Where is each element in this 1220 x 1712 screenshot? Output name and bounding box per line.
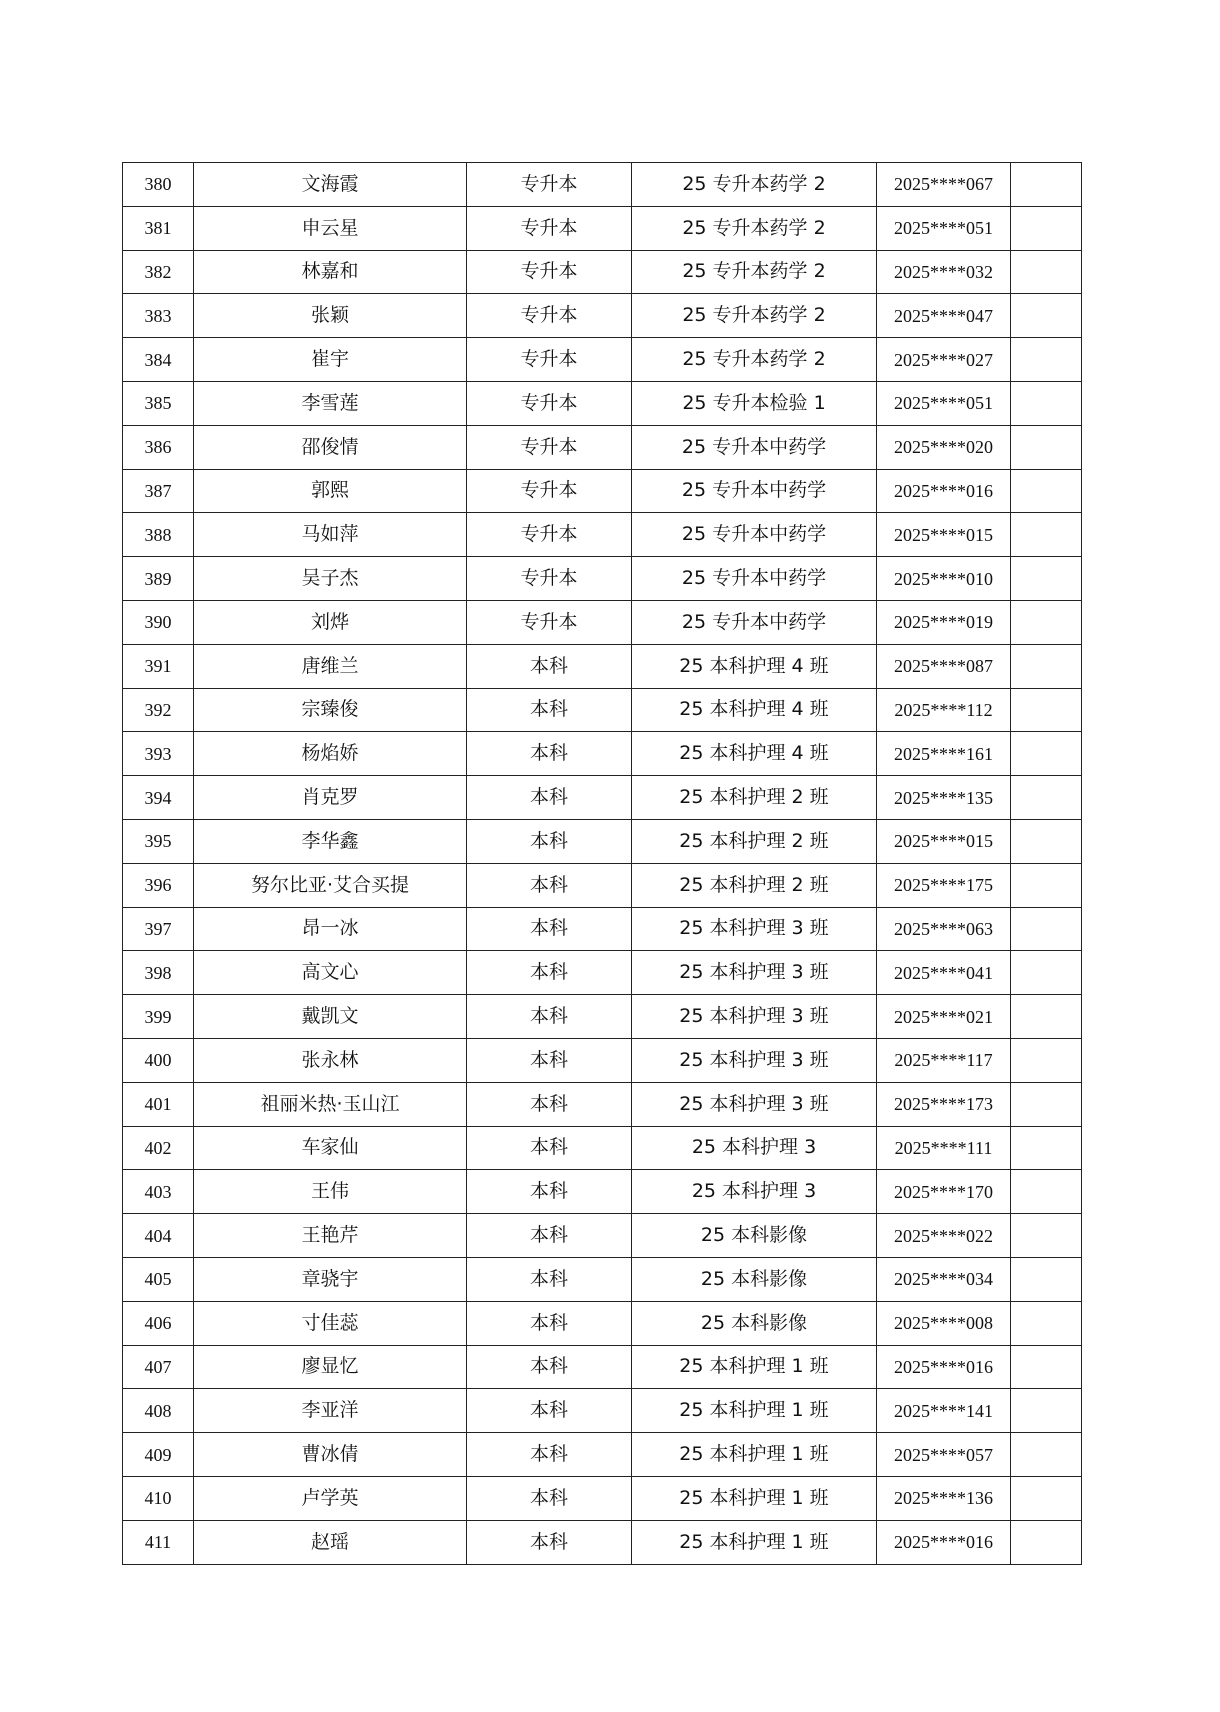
education-level-cell: 本科: [467, 1257, 632, 1301]
class-name-cell: 25 专升本检验 1: [632, 381, 877, 425]
class-name-cell: 25 专升本中药学: [632, 469, 877, 513]
class-name-cell: 25 本科护理 1 班: [632, 1389, 877, 1433]
education-level-cell: 本科: [467, 1038, 632, 1082]
table-row: [123, 338, 1082, 382]
student-name-cell: 王伟: [194, 1170, 467, 1214]
education-level-cell: 专升本: [467, 381, 632, 425]
education-level-cell: 专升本: [467, 206, 632, 250]
student-name-cell: 李雪莲: [194, 381, 467, 425]
student-name-cell: 邵俊情: [194, 425, 467, 469]
table-row: [123, 513, 1082, 557]
class-name-cell: 25 本科护理 1 班: [632, 1476, 877, 1520]
row-number-cell: 380: [123, 163, 194, 207]
remark-cell: [1011, 425, 1082, 469]
class-name-cell: 25 本科护理 3: [632, 1170, 877, 1214]
class-name-cell: 25 本科护理 4 班: [632, 688, 877, 732]
table-row: [123, 1038, 1082, 1082]
education-level-cell: 专升本: [467, 338, 632, 382]
remark-cell: [1011, 951, 1082, 995]
table-row: [123, 644, 1082, 688]
student-id-cell: 2025****016: [877, 1520, 1011, 1564]
class-name-cell: 25 专升本药学 2: [632, 163, 877, 207]
student-id-cell: 2025****027: [877, 338, 1011, 382]
education-level-cell: 本科: [467, 951, 632, 995]
class-name-cell: 25 本科护理 3: [632, 1126, 877, 1170]
student-name-cell: 肖克罗: [194, 776, 467, 820]
class-name-cell: 25 本科护理 3 班: [632, 1082, 877, 1126]
class-name-cell: 25 专升本中药学: [632, 600, 877, 644]
row-number-cell: 396: [123, 863, 194, 907]
student-id-cell: 2025****161: [877, 732, 1011, 776]
student-name-cell: 文海霞: [194, 163, 467, 207]
student-id-cell: 2025****111: [877, 1126, 1011, 1170]
student-name-cell: 郭熙: [194, 469, 467, 513]
class-name-cell: 25 本科护理 3 班: [632, 907, 877, 951]
remark-cell: [1011, 1389, 1082, 1433]
student-id-cell: 2025****051: [877, 206, 1011, 250]
remark-cell: [1011, 338, 1082, 382]
row-number-cell: 395: [123, 819, 194, 863]
row-number-cell: 385: [123, 381, 194, 425]
student-name-cell: 崔宇: [194, 338, 467, 382]
row-number-cell: 394: [123, 776, 194, 820]
student-id-cell: 2025****141: [877, 1389, 1011, 1433]
table-row: [123, 1433, 1082, 1477]
student-name-cell: 曹冰倩: [194, 1433, 467, 1477]
education-level-cell: 专升本: [467, 469, 632, 513]
class-name-cell: 25 本科护理 2 班: [632, 776, 877, 820]
student-name-cell: 宗臻俊: [194, 688, 467, 732]
row-number-cell: 390: [123, 600, 194, 644]
class-name-cell: 25 本科影像: [632, 1257, 877, 1301]
remark-cell: [1011, 294, 1082, 338]
class-name-cell: 25 本科护理 1 班: [632, 1520, 877, 1564]
education-level-cell: 本科: [467, 863, 632, 907]
student-id-cell: 2025****008: [877, 1301, 1011, 1345]
class-name-cell: 25 本科护理 4 班: [632, 732, 877, 776]
remark-cell: [1011, 1126, 1082, 1170]
student-name-cell: 昂一冰: [194, 907, 467, 951]
table-row: [123, 995, 1082, 1039]
row-number-cell: 388: [123, 513, 194, 557]
table-row: [123, 951, 1082, 995]
table-row: [123, 163, 1082, 207]
student-name-cell: 车家仙: [194, 1126, 467, 1170]
table-row: [123, 688, 1082, 732]
remark-cell: [1011, 732, 1082, 776]
row-number-cell: 393: [123, 732, 194, 776]
remark-cell: [1011, 688, 1082, 732]
education-level-cell: 本科: [467, 732, 632, 776]
student-name-cell: 刘烨: [194, 600, 467, 644]
student-name-cell: 王艳芹: [194, 1214, 467, 1258]
student-id-cell: 2025****016: [877, 469, 1011, 513]
row-number-cell: 400: [123, 1038, 194, 1082]
remark-cell: [1011, 163, 1082, 207]
education-level-cell: 专升本: [467, 250, 632, 294]
row-number-cell: 386: [123, 425, 194, 469]
education-level-cell: 本科: [467, 1520, 632, 1564]
remark-cell: [1011, 819, 1082, 863]
remark-cell: [1011, 469, 1082, 513]
roster-body: [123, 163, 1082, 1565]
remark-cell: [1011, 1301, 1082, 1345]
student-id-cell: 2025****112: [877, 688, 1011, 732]
row-number-cell: 397: [123, 907, 194, 951]
student-name-cell: 张颖: [194, 294, 467, 338]
education-level-cell: 本科: [467, 688, 632, 732]
student-id-cell: 2025****063: [877, 907, 1011, 951]
education-level-cell: 专升本: [467, 425, 632, 469]
class-name-cell: 25 本科护理 3 班: [632, 1038, 877, 1082]
table-row: [123, 1214, 1082, 1258]
remark-cell: [1011, 863, 1082, 907]
remark-cell: [1011, 995, 1082, 1039]
table-row: [123, 907, 1082, 951]
table-row: [123, 1126, 1082, 1170]
student-name-cell: 努尔比亚·艾合买提: [194, 863, 467, 907]
student-name-cell: 卢学英: [194, 1476, 467, 1520]
class-name-cell: 25 本科影像: [632, 1301, 877, 1345]
student-name-cell: 唐维兰: [194, 644, 467, 688]
student-id-cell: 2025****057: [877, 1433, 1011, 1477]
row-number-cell: 383: [123, 294, 194, 338]
row-number-cell: 401: [123, 1082, 194, 1126]
education-level-cell: 本科: [467, 1389, 632, 1433]
remark-cell: [1011, 513, 1082, 557]
table-row: [123, 1520, 1082, 1564]
student-name-cell: 祖丽米热·玉山江: [194, 1082, 467, 1126]
table-row: [123, 776, 1082, 820]
class-name-cell: 25 本科护理 1 班: [632, 1345, 877, 1389]
class-name-cell: 25 专升本中药学: [632, 513, 877, 557]
student-roster-table: [122, 162, 1082, 1565]
row-number-cell: 410: [123, 1476, 194, 1520]
remark-cell: [1011, 1214, 1082, 1258]
student-id-cell: 2025****022: [877, 1214, 1011, 1258]
education-level-cell: 专升本: [467, 513, 632, 557]
student-id-cell: 2025****032: [877, 250, 1011, 294]
remark-cell: [1011, 1520, 1082, 1564]
education-level-cell: 本科: [467, 776, 632, 820]
table-row: [123, 250, 1082, 294]
remark-cell: [1011, 1433, 1082, 1477]
class-name-cell: 25 专升本药学 2: [632, 294, 877, 338]
table-row: [123, 819, 1082, 863]
class-name-cell: 25 本科护理 2 班: [632, 819, 877, 863]
student-id-cell: 2025****015: [877, 819, 1011, 863]
student-id-cell: 2025****015: [877, 513, 1011, 557]
education-level-cell: 专升本: [467, 557, 632, 601]
row-number-cell: 381: [123, 206, 194, 250]
education-level-cell: 本科: [467, 644, 632, 688]
remark-cell: [1011, 1257, 1082, 1301]
student-id-cell: 2025****016: [877, 1345, 1011, 1389]
table-row: [123, 732, 1082, 776]
student-name-cell: 赵瑶: [194, 1520, 467, 1564]
education-level-cell: 本科: [467, 995, 632, 1039]
education-level-cell: 专升本: [467, 294, 632, 338]
table-row: [123, 863, 1082, 907]
student-id-cell: 2025****041: [877, 951, 1011, 995]
education-level-cell: 本科: [467, 907, 632, 951]
row-number-cell: 392: [123, 688, 194, 732]
table-row: [123, 1389, 1082, 1433]
row-number-cell: 411: [123, 1520, 194, 1564]
education-level-cell: 本科: [467, 1082, 632, 1126]
education-level-cell: 专升本: [467, 600, 632, 644]
remark-cell: [1011, 776, 1082, 820]
class-name-cell: 25 本科护理 4 班: [632, 644, 877, 688]
education-level-cell: 本科: [467, 1476, 632, 1520]
student-name-cell: 吴子杰: [194, 557, 467, 601]
remark-cell: [1011, 1082, 1082, 1126]
student-id-cell: 2025****135: [877, 776, 1011, 820]
student-id-cell: 2025****173: [877, 1082, 1011, 1126]
row-number-cell: 384: [123, 338, 194, 382]
table-row: [123, 206, 1082, 250]
student-name-cell: 章骁宇: [194, 1257, 467, 1301]
student-name-cell: 申云星: [194, 206, 467, 250]
student-id-cell: 2025****019: [877, 600, 1011, 644]
remark-cell: [1011, 600, 1082, 644]
remark-cell: [1011, 907, 1082, 951]
remark-cell: [1011, 206, 1082, 250]
student-name-cell: 高文心: [194, 951, 467, 995]
class-name-cell: 25 专升本药学 2: [632, 338, 877, 382]
student-id-cell: 2025****067: [877, 163, 1011, 207]
student-name-cell: 廖显忆: [194, 1345, 467, 1389]
table-row: [123, 1257, 1082, 1301]
table-row: [123, 294, 1082, 338]
student-name-cell: 张永林: [194, 1038, 467, 1082]
education-level-cell: 本科: [467, 1301, 632, 1345]
education-level-cell: 本科: [467, 819, 632, 863]
class-name-cell: 25 本科护理 2 班: [632, 863, 877, 907]
education-level-cell: 本科: [467, 1170, 632, 1214]
class-name-cell: 25 专升本中药学: [632, 425, 877, 469]
student-name-cell: 李华鑫: [194, 819, 467, 863]
education-level-cell: 专升本: [467, 163, 632, 207]
table-row: [123, 425, 1082, 469]
education-level-cell: 本科: [467, 1433, 632, 1477]
table-row: [123, 381, 1082, 425]
student-id-cell: 2025****117: [877, 1038, 1011, 1082]
row-number-cell: 398: [123, 951, 194, 995]
education-level-cell: 本科: [467, 1126, 632, 1170]
row-number-cell: 404: [123, 1214, 194, 1258]
remark-cell: [1011, 1038, 1082, 1082]
remark-cell: [1011, 557, 1082, 601]
student-name-cell: 马如萍: [194, 513, 467, 557]
table-row: [123, 1345, 1082, 1389]
student-id-cell: 2025****021: [877, 995, 1011, 1039]
student-id-cell: 2025****034: [877, 1257, 1011, 1301]
education-level-cell: 本科: [467, 1345, 632, 1389]
row-number-cell: 409: [123, 1433, 194, 1477]
row-number-cell: 408: [123, 1389, 194, 1433]
row-number-cell: 399: [123, 995, 194, 1039]
table-row: [123, 600, 1082, 644]
remark-cell: [1011, 1170, 1082, 1214]
row-number-cell: 391: [123, 644, 194, 688]
row-number-cell: 403: [123, 1170, 194, 1214]
education-level-cell: 本科: [467, 1214, 632, 1258]
table-row: [123, 469, 1082, 513]
class-name-cell: 25 本科护理 3 班: [632, 951, 877, 995]
student-id-cell: 2025****051: [877, 381, 1011, 425]
student-name-cell: 李亚洋: [194, 1389, 467, 1433]
row-number-cell: 402: [123, 1126, 194, 1170]
row-number-cell: 389: [123, 557, 194, 601]
student-id-cell: 2025****010: [877, 557, 1011, 601]
student-id-cell: 2025****175: [877, 863, 1011, 907]
class-name-cell: 25 专升本药学 2: [632, 206, 877, 250]
table-row: [123, 1476, 1082, 1520]
table-row: [123, 1082, 1082, 1126]
remark-cell: [1011, 381, 1082, 425]
student-name-cell: 寸佳蕊: [194, 1301, 467, 1345]
table-row: [123, 557, 1082, 601]
table-row: [123, 1301, 1082, 1345]
student-name-cell: 林嘉和: [194, 250, 467, 294]
table-row: [123, 1170, 1082, 1214]
remark-cell: [1011, 1345, 1082, 1389]
class-name-cell: 25 本科护理 3 班: [632, 995, 877, 1039]
remark-cell: [1011, 1476, 1082, 1520]
student-id-cell: 2025****047: [877, 294, 1011, 338]
class-name-cell: 25 专升本中药学: [632, 557, 877, 601]
row-number-cell: 407: [123, 1345, 194, 1389]
student-id-cell: 2025****136: [877, 1476, 1011, 1520]
class-name-cell: 25 本科影像: [632, 1214, 877, 1258]
student-name-cell: 戴凯文: [194, 995, 467, 1039]
student-id-cell: 2025****087: [877, 644, 1011, 688]
row-number-cell: 405: [123, 1257, 194, 1301]
student-id-cell: 2025****020: [877, 425, 1011, 469]
class-name-cell: 25 本科护理 1 班: [632, 1433, 877, 1477]
row-number-cell: 387: [123, 469, 194, 513]
student-id-cell: 2025****170: [877, 1170, 1011, 1214]
student-name-cell: 杨焰娇: [194, 732, 467, 776]
class-name-cell: 25 专升本药学 2: [632, 250, 877, 294]
row-number-cell: 406: [123, 1301, 194, 1345]
remark-cell: [1011, 644, 1082, 688]
remark-cell: [1011, 250, 1082, 294]
row-number-cell: 382: [123, 250, 194, 294]
